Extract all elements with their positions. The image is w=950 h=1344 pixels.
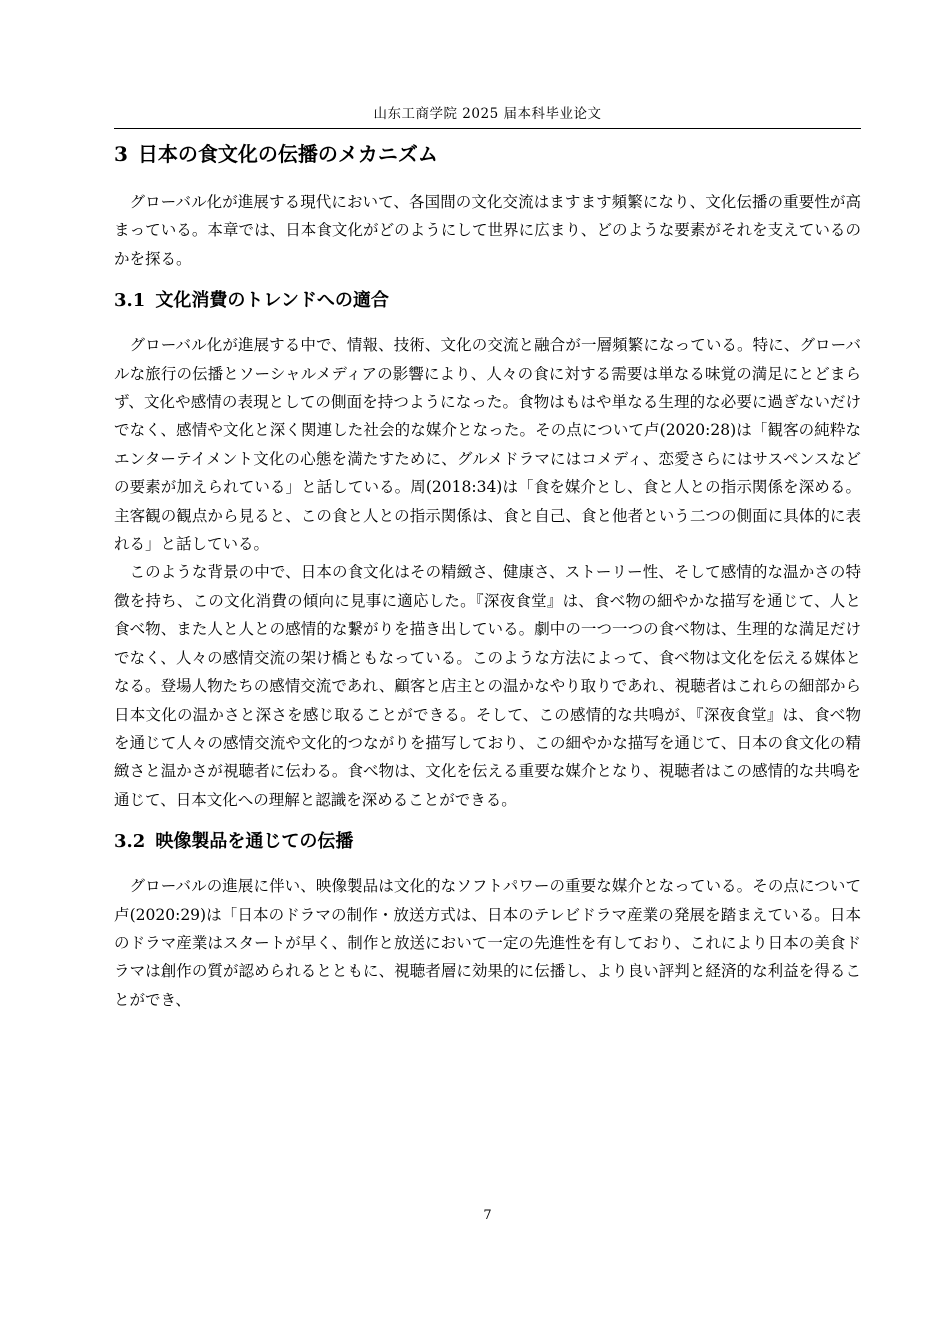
chapter-intro-paragraph: グローバル化が進展する現代において、各国間の文化交流はますます頻繁になり、文化伝播の重要性が高まっている。本章では、日本食文化がどのようにして世界に広まり、どのような要素がそれを支えているのかを探る。 xyxy=(114,193,861,268)
section-heading-3-1 xyxy=(114,279,861,323)
body-paragraph: グローバルの進展に伴い、映像製品は文化的なソフトパワーの重要な媒介となっている。その点について卢(2020:29)は「日本のドラマの制作・放送方式は、日本のテレビドラマ産業の発展を踏まえている。日本のドラマ産業はスタートが早く、制作と放送において一定の先進性を有しており、これにより日本の美食ドラマは創作の質が認められるとともに、視聴者層に効果的に伝播し、より良い評判と経済的な利益を得ることができ、 xyxy=(114,877,861,1009)
running-header: 山东工商学院 2025 届本科毕业论文 xyxy=(373,106,602,122)
page-number: 7 xyxy=(483,1208,492,1223)
spacer xyxy=(114,323,861,331)
chapter-title: 日本の食文化の伝播のメカニズム xyxy=(137,142,438,166)
spacer xyxy=(114,864,861,872)
spacer xyxy=(114,172,861,188)
section-number: 3.2 xyxy=(114,831,146,853)
section-title: 映像製品を通じての伝播 xyxy=(155,831,354,853)
chapter-number: 3 xyxy=(114,142,128,166)
header-rule xyxy=(114,128,861,129)
section-title: 文化消費のトレンドへの適合 xyxy=(155,290,389,312)
body-paragraph: このような背景の中で、日本の食文化はその精緻さ、健康さ、ストーリー性、そして感情的な温かさの特徴を持ち、この文化消費の傾向に見事に適応した。『深夜食堂』は、食べ物の細やかな描写を通じて、人と食べ物、また人と人との感情的な繋がりを描き出している。劇中の一つ一つの食べ物は、生理的な満足だけでなく、人々の感情交流の架け橋ともなっている。このような方法によって、食べ物は文化を伝える媒体となる。登場人物たちの感情交流であれ、顧客と店主との温かなやり取りであれ、視聴者はこれらの細部から日本文化の温かさと深さを感じ取ることができる。そして、この感情的な共鳴が、『深夜食堂』は、食べ物を通じて人々の感情交流や文化的つながりを描写しており、この細やかな描写を通じて、日本の食文化の精緻さと温かさが視聴者に伝わる。食べ物は、文化を伝える重要な媒介となり、視聴者はこの感情的な共鳴を通じて、日本文化への理解と認識を深めることができる。 xyxy=(114,563,861,809)
section-heading-3-2 xyxy=(114,820,861,864)
page-body xyxy=(114,136,861,1014)
chapter-heading xyxy=(114,136,861,172)
body-paragraph: グローバル化が進展する中で、情報、技術、文化の交流と融合が一層頻繁になっている。特に、グローバルな旅行の伝播とソーシャルメディアの影響により、人々の食に対する需要は単なる味覚の満足にとどまらず、文化や感情の表現としての側面を持つようになった。食物はもはや単なる生理的な必要に過ぎないだけでなく、感情や文化と深く関連した社会的な媒介となった。その点について卢(2020:28)は「観客の純粋なエンターテイメント文化の心態を満たすために、グルメドラマにはコメディ、恋愛さらにはサスペンスなどの要素が加えられている」と話している。周(2018:34)は「食を媒介とし、食と人との指示関係を深める。主客観の観点から見ると、この食と人との指示関係は、食と自己、食と他者という二つの側面に具体的に表れる」と話している。 xyxy=(114,336,861,554)
section-number: 3.1 xyxy=(114,290,146,312)
